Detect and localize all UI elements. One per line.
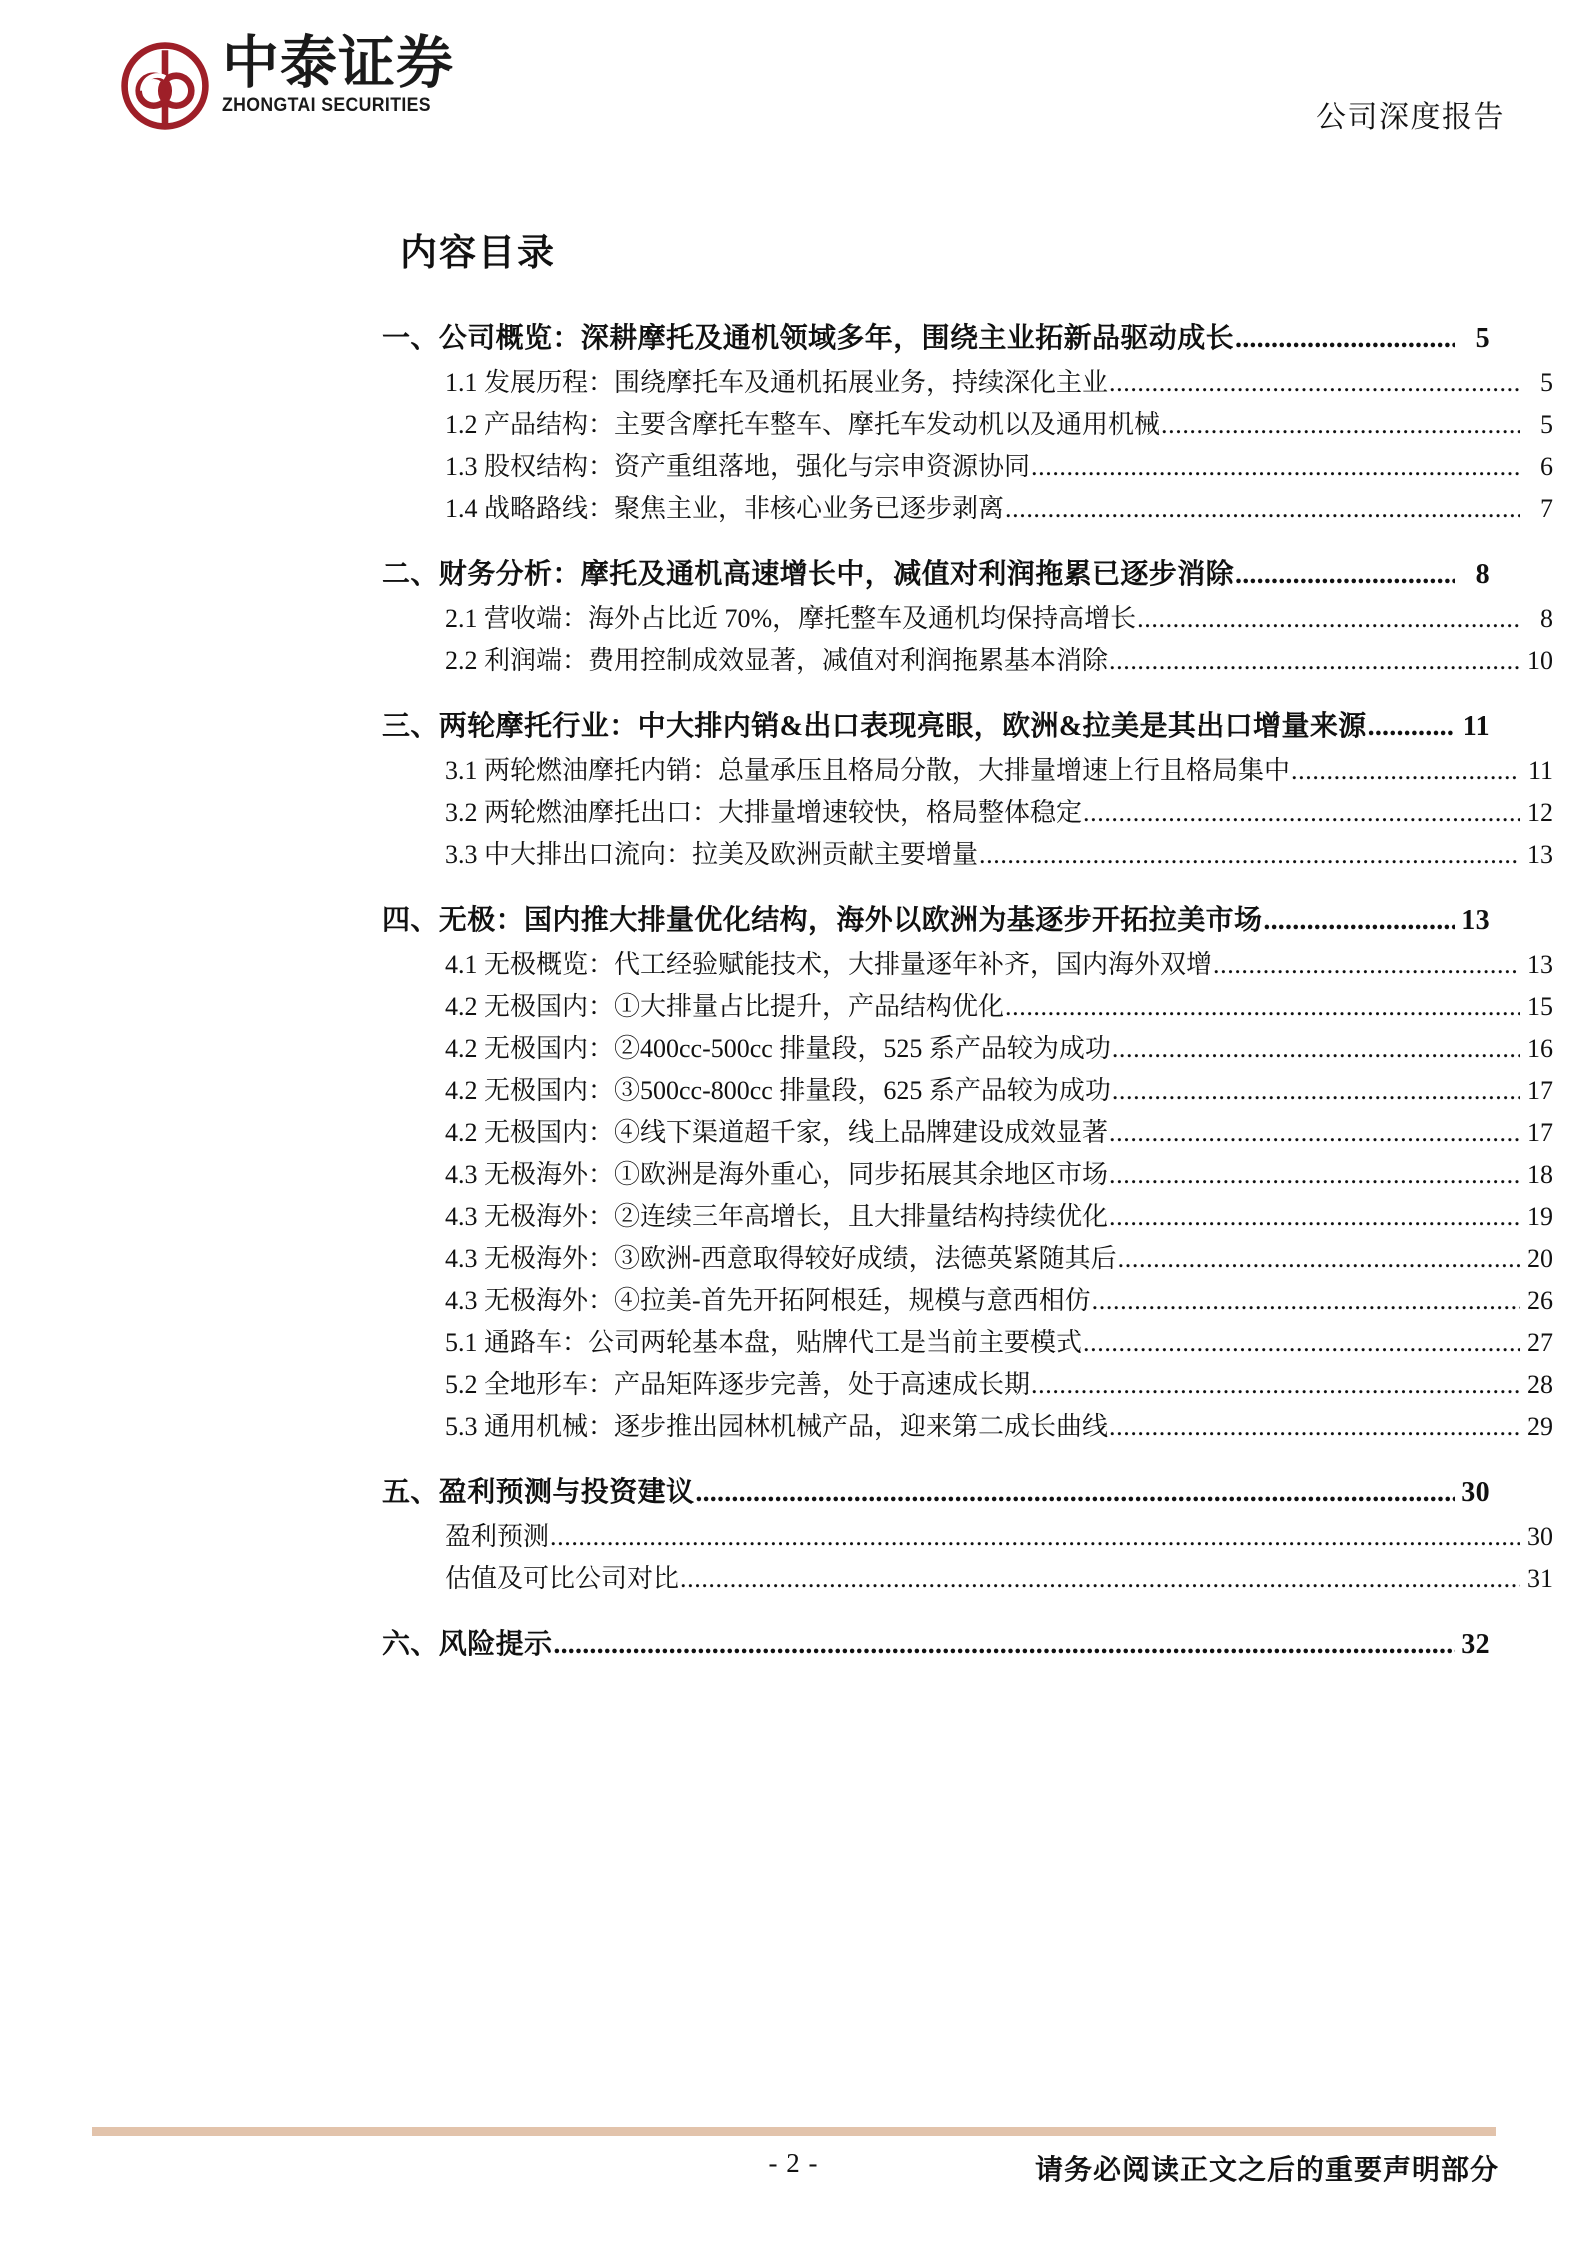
toc-leader-dots xyxy=(1368,711,1455,743)
toc-leader-dots xyxy=(1083,1328,1520,1358)
toc-page-number: 26 xyxy=(1527,1286,1553,1315)
toc-entry[interactable] xyxy=(382,986,1553,1028)
toc-entry[interactable] xyxy=(382,404,1553,446)
report-type-label: 公司深度报告 xyxy=(1316,101,1505,134)
toc-page-number: 18 xyxy=(1527,1160,1553,1189)
toc-leader-dots xyxy=(1235,559,1455,591)
toc-entry-label: 二、财务分析：摩托及通机高速增长中，减值对利润拖累已逐步消除 xyxy=(382,559,1235,590)
footer-divider xyxy=(92,2127,1496,2136)
toc-entry-label: 4.3 无极海外：④拉美-首先开拓阿根廷，规模与意西相仿 xyxy=(445,1286,1091,1315)
toc-spacer xyxy=(382,530,1490,552)
toc-entry[interactable] xyxy=(382,1280,1553,1322)
toc-entry-label: 4.2 无极国内：③500cc-800cc 排量段，625 系产品较为成功 xyxy=(445,1076,1111,1105)
toc-entry[interactable] xyxy=(382,1622,1490,1668)
toc-entry[interactable] xyxy=(382,488,1553,530)
toc-leader-dots xyxy=(1083,798,1520,828)
toc-entry-label: 4.2 无极国内：①大排量占比提升，产品结构优化 xyxy=(445,992,1005,1021)
toc-entry[interactable] xyxy=(382,640,1553,682)
toc-page-number: 7 xyxy=(1540,494,1553,523)
toc-entry-label: 3.3 中大排出口流向：拉美及欧洲贡献主要增量 xyxy=(445,840,979,869)
toc-leader-dots xyxy=(1005,992,1520,1022)
toc-page-number: 8 xyxy=(1475,559,1490,590)
toc-leader-dots xyxy=(695,1477,1455,1509)
toc-leader-dots xyxy=(1109,646,1520,676)
toc-entry[interactable] xyxy=(382,1070,1553,1112)
toc-page-number: 12 xyxy=(1527,798,1553,827)
toc-leader-dots xyxy=(1263,905,1455,937)
toc-entry[interactable] xyxy=(382,750,1553,792)
toc-leader-dots xyxy=(1109,1118,1520,1148)
toc-leader-dots xyxy=(1109,1412,1520,1442)
toc-leader-dots xyxy=(979,840,1520,870)
toc-entry[interactable] xyxy=(382,446,1553,488)
toc-entry[interactable] xyxy=(382,944,1553,986)
toc-page-number: 30 xyxy=(1527,1522,1553,1551)
toc-spacer xyxy=(382,1600,1490,1622)
toc-entry[interactable] xyxy=(382,792,1553,834)
toc-entry-label: 2.1 营收端：海外占比近 70%，摩托整车及通机均保持高增长 xyxy=(445,604,1137,633)
toc-leader-dots xyxy=(1109,1202,1520,1232)
toc-entry[interactable] xyxy=(382,1154,1553,1196)
toc-entry-label: 1.2 产品结构：主要含摩托车整车、摩托车发动机以及通用机械 xyxy=(445,410,1161,439)
toc-leader-dots xyxy=(1109,1160,1520,1190)
toc-entry-label: 5.2 全地形车：产品矩阵逐步完善，处于高速成长期 xyxy=(445,1370,1031,1399)
toc-entry-label: 4.2 无极国内：④线下渠道超千家，线上品牌建设成效显著 xyxy=(445,1118,1109,1147)
logo-english-name: ZHONGTAI SECURITIES xyxy=(222,95,431,117)
footer-page-number: - 2 - xyxy=(768,2148,819,2178)
toc-entry[interactable] xyxy=(382,898,1490,944)
logo-chinese-name: 中泰证券 xyxy=(222,30,454,96)
toc-entry-label: 5.3 通用机械：逐步推出园林机械产品，迎来第二成长曲线 xyxy=(445,1412,1109,1441)
toc-entry-label: 4.3 无极海外：①欧洲是海外重心，同步拓展其余地区市场 xyxy=(445,1160,1109,1189)
toc-entry[interactable] xyxy=(382,834,1553,876)
toc-page-number: 30 xyxy=(1461,1477,1490,1508)
toc-leader-dots xyxy=(1005,494,1520,524)
toc-page-number: 13 xyxy=(1461,905,1490,936)
toc-entry-label: 一、公司概览：深耕摩托及通机领域多年，围绕主业拓新品驱动成长 xyxy=(382,323,1235,354)
toc-page-number: 19 xyxy=(1527,1202,1553,1231)
toc-entry[interactable] xyxy=(382,362,1553,404)
toc-entry[interactable] xyxy=(382,1196,1553,1238)
company-logo xyxy=(118,30,454,134)
toc-entry-label: 1.4 战略路线：聚焦主业，非核心业务已逐步剥离 xyxy=(445,494,1005,523)
logo-wordmark xyxy=(222,30,454,117)
toc-leader-dots xyxy=(1118,1244,1520,1274)
toc-entry-label: 五、盈利预测与投资建议 xyxy=(382,1477,695,1508)
toc-entry[interactable] xyxy=(382,1238,1553,1280)
toc-entry-label: 3.2 两轮燃油摩托出口：大排量增速较快，格局整体稳定 xyxy=(445,798,1083,827)
toc-entry-label: 盈利预测 xyxy=(445,1522,550,1551)
toc-page-number: 6 xyxy=(1540,452,1553,481)
toc-entry-label: 4.1 无极概览：代工经验赋能技术，大排量逐年补齐，国内海外双增 xyxy=(445,950,1213,979)
zhongtai-logo-icon xyxy=(118,38,212,134)
toc-page-number: 29 xyxy=(1527,1412,1553,1441)
toc-entry[interactable] xyxy=(382,1364,1553,1406)
toc-leader-dots xyxy=(1112,1034,1520,1064)
toc-page-number: 5 xyxy=(1475,323,1490,354)
toc-spacer xyxy=(382,876,1490,898)
toc-entry-label: 1.3 股权结构：资产重组落地，强化与宗申资源协同 xyxy=(445,452,1031,481)
toc-spacer xyxy=(382,682,1490,704)
toc-leader-dots xyxy=(550,1522,1520,1552)
toc-spacer xyxy=(382,1448,1490,1470)
toc-entry-label: 三、两轮摩托行业：中大排内销&出口表现亮眼，欧洲&拉美是其出口增量来源 xyxy=(382,711,1367,742)
toc-entry-label: 3.1 两轮燃油摩托内销：总量承压且格局分散，大排量增速上行且格局集中 xyxy=(445,756,1291,785)
toc-entry-label: 5.1 通路车：公司两轮基本盘，贴牌代工是当前主要模式 xyxy=(445,1328,1083,1357)
toc-entry[interactable] xyxy=(382,1406,1553,1448)
toc-leader-dots xyxy=(680,1564,1520,1594)
toc-entry-label: 1.1 发展历程：围绕摩托车及通机拓展业务，持续深化主业 xyxy=(445,368,1109,397)
toc-page-number: 8 xyxy=(1540,604,1553,633)
toc-page-number: 15 xyxy=(1527,992,1553,1021)
toc-entry-label: 4.3 无极海外：②连续三年高增长，且大排量结构持续优化 xyxy=(445,1202,1109,1231)
toc-leader-dots xyxy=(553,1629,1455,1661)
toc-page-number: 20 xyxy=(1527,1244,1553,1273)
toc-leader-dots xyxy=(1109,368,1520,398)
toc-page-number: 13 xyxy=(1527,840,1553,869)
toc-page-number: 5 xyxy=(1540,368,1553,397)
footer-disclaimer: 请务必阅读正文之后的重要声明部分 xyxy=(1034,2155,1499,2186)
toc-entry-label: 四、无极：国内推大排量优化结构，海外以欧洲为基逐步开拓拉美市场 xyxy=(382,905,1263,936)
toc-page-number: 5 xyxy=(1540,410,1553,439)
toc-leader-dots xyxy=(1213,950,1520,980)
toc-page-number: 28 xyxy=(1527,1370,1553,1399)
toc-entry[interactable] xyxy=(382,1322,1553,1364)
toc-leader-dots xyxy=(1031,1370,1520,1400)
toc-entry-label: 六、风险提示 xyxy=(382,1629,553,1660)
toc-page-number: 27 xyxy=(1527,1328,1553,1357)
toc-entry-label: 4.2 无极国内：②400cc-500cc 排量段，525 系产品较为成功 xyxy=(445,1034,1111,1063)
toc-entry-label: 2.2 利润端：费用控制成效显著，减值对利润拖累基本消除 xyxy=(445,646,1109,675)
toc-entry[interactable] xyxy=(382,598,1553,640)
toc-entry-label: 估值及可比公司对比 xyxy=(445,1564,680,1593)
toc-page-number: 13 xyxy=(1527,950,1553,979)
toc-entry-label: 4.3 无极海外：③欧洲-西意取得较好成绩，法德英紧随其后 xyxy=(445,1244,1117,1273)
toc-page-number: 16 xyxy=(1527,1034,1553,1063)
table-of-contents xyxy=(382,316,1553,1668)
toc-leader-dots xyxy=(1092,1286,1520,1316)
toc-page-number: 10 xyxy=(1527,646,1553,675)
toc-entry[interactable] xyxy=(382,704,1490,750)
toc-page-number: 32 xyxy=(1461,1629,1490,1660)
toc-leader-dots xyxy=(1235,323,1455,355)
toc-entry[interactable] xyxy=(382,1028,1553,1070)
toc-page-number: 17 xyxy=(1527,1118,1553,1147)
toc-entry[interactable] xyxy=(382,1516,1553,1558)
toc-leader-dots xyxy=(1112,1076,1520,1106)
toc-page-number: 11 xyxy=(1527,756,1553,785)
page-title: 内容目录 xyxy=(400,233,556,274)
toc-entry[interactable] xyxy=(382,552,1490,598)
toc-page-number: 11 xyxy=(1462,711,1490,742)
toc-leader-dots xyxy=(1291,756,1520,786)
toc-entry[interactable] xyxy=(382,1470,1490,1516)
toc-leader-dots xyxy=(1031,452,1520,482)
page-header xyxy=(0,30,1587,140)
toc-entry[interactable] xyxy=(382,1558,1553,1600)
toc-entry[interactable] xyxy=(382,1112,1553,1154)
toc-page-number: 17 xyxy=(1527,1076,1553,1105)
toc-page-number: 31 xyxy=(1527,1564,1553,1593)
toc-leader-dots xyxy=(1161,410,1520,440)
toc-entry[interactable] xyxy=(382,316,1490,362)
toc-leader-dots xyxy=(1137,604,1520,634)
